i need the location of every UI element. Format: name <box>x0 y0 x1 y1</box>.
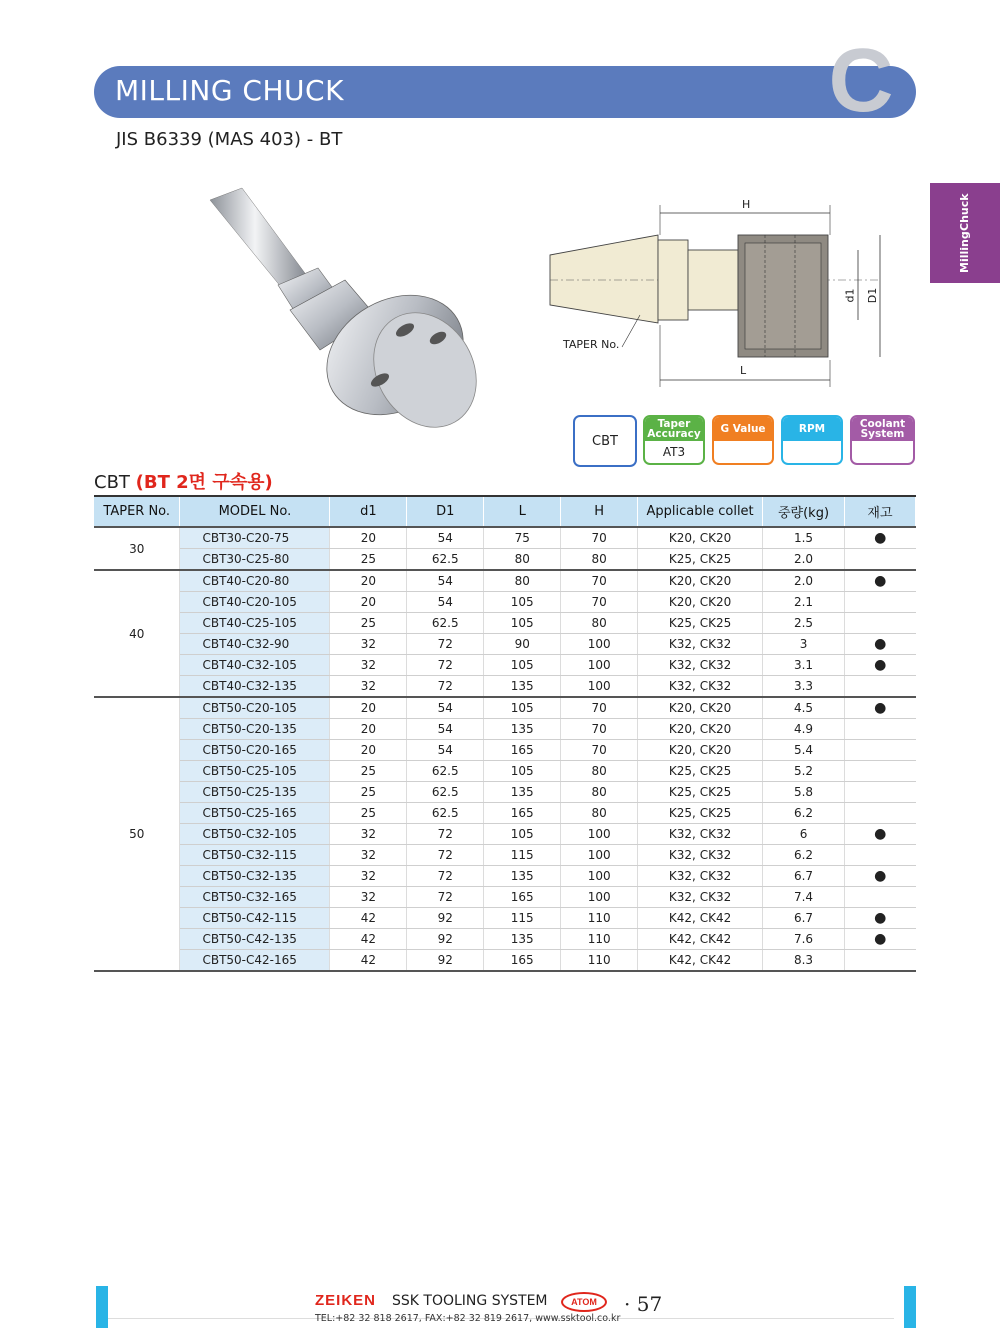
H-cell: 100 <box>561 655 638 676</box>
model-cell: CBT40-C32-135 <box>180 676 330 698</box>
d1-cell: 42 <box>330 929 407 950</box>
weight-cell: 5.2 <box>763 761 845 782</box>
collet-cell: K42, CK42 <box>638 929 763 950</box>
col-L: L <box>484 496 561 527</box>
table-row <box>94 570 916 592</box>
stock-cell <box>844 782 915 803</box>
side-tab-label-line1: Milling <box>958 230 971 273</box>
dim-label-d1: d1 <box>843 288 857 303</box>
H-cell: 80 <box>561 761 638 782</box>
H-cell: 70 <box>561 697 638 719</box>
L-cell: 165 <box>484 740 561 761</box>
collet-cell: K32, CK32 <box>638 866 763 887</box>
L-cell: 135 <box>484 719 561 740</box>
collet-cell: K20, CK20 <box>638 592 763 613</box>
L-cell: 135 <box>484 866 561 887</box>
H-cell: 100 <box>561 845 638 866</box>
D1-cell: 62.5 <box>407 613 484 634</box>
table-body <box>94 527 916 971</box>
spec-rpm-value <box>783 441 841 463</box>
model-cell: CBT50-C32-105 <box>180 824 330 845</box>
D1-cell: 54 <box>407 570 484 592</box>
d1-cell: 32 <box>330 634 407 655</box>
d1-cell: 25 <box>330 613 407 634</box>
footer-contact: TEL:+82 32 818 2617, FAX:+82 32 819 2617, www.ssktool.co.kr <box>315 1313 621 1324</box>
stock-cell <box>844 845 915 866</box>
model-cell: CBT40-C20-105 <box>180 592 330 613</box>
stock-cell <box>844 676 915 698</box>
footer-system: SSK TOOLING SYSTEM <box>392 1293 548 1309</box>
weight-cell: 3.3 <box>763 676 845 698</box>
model-cell: CBT50-C42-165 <box>180 950 330 972</box>
table-row <box>94 740 916 761</box>
table-row <box>94 676 916 698</box>
model-cell: CBT50-C25-135 <box>180 782 330 803</box>
dim-label-D1: D1 <box>866 287 880 304</box>
stock-cell: ● <box>844 527 915 549</box>
D1-cell: 54 <box>407 740 484 761</box>
taper-cell: 40 <box>94 570 180 697</box>
collet-cell: K20, CK20 <box>638 719 763 740</box>
L-cell: 105 <box>484 613 561 634</box>
L-cell: 135 <box>484 782 561 803</box>
L-cell: 105 <box>484 824 561 845</box>
D1-cell: 92 <box>407 950 484 972</box>
D1-cell: 72 <box>407 655 484 676</box>
weight-cell: 2.1 <box>763 592 845 613</box>
page-subtitle: JIS B6339 (MAS 403) - BT <box>116 129 343 150</box>
d1-cell: 20 <box>330 592 407 613</box>
L-cell: 115 <box>484 908 561 929</box>
table-row <box>94 803 916 824</box>
stock-cell <box>844 549 915 571</box>
model-cell: CBT40-C20-80 <box>180 570 330 592</box>
H-cell: 100 <box>561 676 638 698</box>
model-cell: CBT50-C42-135 <box>180 929 330 950</box>
model-cell: CBT50-C32-165 <box>180 887 330 908</box>
L-cell: 80 <box>484 549 561 571</box>
stock-cell: ● <box>844 929 915 950</box>
H-cell: 70 <box>561 527 638 549</box>
stock-cell: ● <box>844 866 915 887</box>
footer-brand: ZEIKEN <box>315 1292 377 1309</box>
dim-label-h: H <box>742 198 751 211</box>
D1-cell: 72 <box>407 866 484 887</box>
table-row <box>94 527 916 549</box>
weight-cell: 6.7 <box>763 908 845 929</box>
section-heading-prefix: CBT <box>94 472 130 493</box>
section-heading-highlight: (BT 2면 구속용) <box>135 472 273 493</box>
stock-cell <box>844 740 915 761</box>
d1-cell: 32 <box>330 845 407 866</box>
H-cell: 70 <box>561 740 638 761</box>
collet-cell: K32, CK32 <box>638 676 763 698</box>
stock-cell: ● <box>844 908 915 929</box>
collet-cell: K32, CK32 <box>638 887 763 908</box>
model-cell: CBT50-C25-105 <box>180 761 330 782</box>
d1-cell: 20 <box>330 527 407 549</box>
D1-cell: 92 <box>407 929 484 950</box>
L-cell: 90 <box>484 634 561 655</box>
D1-cell: 72 <box>407 824 484 845</box>
L-cell: 75 <box>484 527 561 549</box>
stock-cell <box>844 613 915 634</box>
d1-cell: 20 <box>330 719 407 740</box>
weight-cell: 2.5 <box>763 613 845 634</box>
d1-cell: 32 <box>330 655 407 676</box>
stock-cell: ● <box>844 634 915 655</box>
weight-cell: 7.4 <box>763 887 845 908</box>
product-photo <box>180 180 480 470</box>
page-number: · 57 <box>624 1292 663 1316</box>
H-cell: 80 <box>561 549 638 571</box>
col-model: MODEL No. <box>180 496 330 527</box>
spec-coolant-value <box>852 441 913 463</box>
d1-cell: 20 <box>330 697 407 719</box>
col-d1: d1 <box>330 496 407 527</box>
technical-drawing <box>540 195 890 390</box>
L-cell: 105 <box>484 592 561 613</box>
col-stock: 재고 <box>844 496 915 527</box>
stock-cell <box>844 719 915 740</box>
spec-model-box: CBT <box>573 415 637 467</box>
table-row <box>94 613 916 634</box>
weight-cell: 6.2 <box>763 845 845 866</box>
collet-cell: K25, CK25 <box>638 549 763 571</box>
stock-cell <box>844 761 915 782</box>
H-cell: 110 <box>561 950 638 972</box>
col-D1: D1 <box>407 496 484 527</box>
model-cell: CBT40-C32-105 <box>180 655 330 676</box>
D1-cell: 62.5 <box>407 803 484 824</box>
L-cell: 105 <box>484 655 561 676</box>
weight-cell: 1.5 <box>763 527 845 549</box>
weight-cell: 2.0 <box>763 570 845 592</box>
spec-g-value-value <box>714 441 772 463</box>
d1-cell: 32 <box>330 887 407 908</box>
H-cell: 80 <box>561 782 638 803</box>
spec-taper-accuracy-value: AT3 <box>662 445 686 459</box>
stock-cell: ● <box>844 824 915 845</box>
collet-cell: K32, CK32 <box>638 655 763 676</box>
d1-cell: 32 <box>330 676 407 698</box>
d1-cell: 32 <box>330 866 407 887</box>
table-row <box>94 824 916 845</box>
col-collet: Applicable collet <box>638 496 763 527</box>
section-heading <box>94 468 273 494</box>
L-cell: 80 <box>484 570 561 592</box>
collet-cell: K25, CK25 <box>638 803 763 824</box>
col-weight: 중량(kg) <box>763 496 845 527</box>
model-cell: CBT50-C25-165 <box>180 803 330 824</box>
model-cell: CBT50-C20-135 <box>180 719 330 740</box>
H-cell: 70 <box>561 570 638 592</box>
spec-g-value-label: G Value <box>714 417 772 441</box>
D1-cell: 62.5 <box>407 549 484 571</box>
D1-cell: 72 <box>407 887 484 908</box>
table-row <box>94 845 916 866</box>
H-cell: 100 <box>561 866 638 887</box>
stock-cell <box>844 950 915 972</box>
model-cell: CBT50-C32-135 <box>180 866 330 887</box>
weight-cell: 4.9 <box>763 719 845 740</box>
spec-taper-accuracy <box>643 415 705 465</box>
d1-cell: 25 <box>330 761 407 782</box>
table-row <box>94 782 916 803</box>
table-row <box>94 950 916 972</box>
collet-cell: K42, CK42 <box>638 908 763 929</box>
stock-cell <box>844 803 915 824</box>
weight-cell: 4.5 <box>763 697 845 719</box>
weight-cell: 5.8 <box>763 782 845 803</box>
table-row <box>94 697 916 719</box>
D1-cell: 62.5 <box>407 782 484 803</box>
section-letter: C <box>828 31 894 131</box>
d1-cell: 20 <box>330 570 407 592</box>
d1-cell: 20 <box>330 740 407 761</box>
collet-cell: K20, CK20 <box>638 570 763 592</box>
L-cell: 165 <box>484 950 561 972</box>
L-cell: 165 <box>484 803 561 824</box>
spec-taper-accuracy-label: Taper Accuracy <box>645 417 703 441</box>
weight-cell: 5.4 <box>763 740 845 761</box>
D1-cell: 54 <box>407 719 484 740</box>
d1-cell: 42 <box>330 908 407 929</box>
H-cell: 70 <box>561 592 638 613</box>
collet-cell: K32, CK32 <box>638 824 763 845</box>
H-cell: 110 <box>561 908 638 929</box>
stock-cell: ● <box>844 697 915 719</box>
L-cell: 115 <box>484 845 561 866</box>
table-row <box>94 929 916 950</box>
D1-cell: 54 <box>407 592 484 613</box>
H-cell: 80 <box>561 613 638 634</box>
spec-coolant-label: Coolant System <box>852 417 913 441</box>
D1-cell: 72 <box>407 634 484 655</box>
table-row <box>94 761 916 782</box>
col-taper: TAPER No. <box>94 496 180 527</box>
weight-cell: 6.7 <box>763 866 845 887</box>
D1-cell: 54 <box>407 527 484 549</box>
taper-cell: 50 <box>94 697 180 971</box>
table-header-row <box>94 496 916 527</box>
L-cell: 105 <box>484 697 561 719</box>
footer-bar-right <box>904 1286 916 1328</box>
spec-rpm-label: RPM <box>783 417 841 441</box>
table-row <box>94 634 916 655</box>
d1-cell: 25 <box>330 803 407 824</box>
D1-cell: 54 <box>407 697 484 719</box>
collet-cell: K32, CK32 <box>638 845 763 866</box>
footer-bar-left <box>96 1286 108 1328</box>
table-row <box>94 592 916 613</box>
model-cell: CBT40-C32-90 <box>180 634 330 655</box>
L-cell: 105 <box>484 761 561 782</box>
collet-cell: K20, CK20 <box>638 697 763 719</box>
model-cell: CBT50-C42-115 <box>180 908 330 929</box>
collet-cell: K32, CK32 <box>638 634 763 655</box>
collet-cell: K25, CK25 <box>638 613 763 634</box>
stock-cell <box>844 887 915 908</box>
D1-cell: 72 <box>407 676 484 698</box>
H-cell: 110 <box>561 929 638 950</box>
model-cell: CBT50-C20-105 <box>180 697 330 719</box>
model-cell: CBT40-C25-105 <box>180 613 330 634</box>
stock-cell: ● <box>844 655 915 676</box>
model-cell: CBT30-C25-80 <box>180 549 330 571</box>
collet-cell: K25, CK25 <box>638 761 763 782</box>
model-cell: CBT50-C20-165 <box>180 740 330 761</box>
H-cell: 80 <box>561 803 638 824</box>
taper-cell: 30 <box>94 527 180 570</box>
H-cell: 70 <box>561 719 638 740</box>
model-cell: CBT30-C20-75 <box>180 527 330 549</box>
collet-cell: K25, CK25 <box>638 782 763 803</box>
col-H: H <box>561 496 638 527</box>
table-row <box>94 908 916 929</box>
collet-cell: K42, CK42 <box>638 950 763 972</box>
D1-cell: 72 <box>407 845 484 866</box>
table-row <box>94 655 916 676</box>
side-tab-label <box>930 183 1000 283</box>
dim-label-taper: TAPER No. <box>563 338 620 351</box>
d1-cell: 32 <box>330 824 407 845</box>
L-cell: 135 <box>484 676 561 698</box>
collet-cell: K20, CK20 <box>638 740 763 761</box>
stock-cell <box>844 592 915 613</box>
H-cell: 100 <box>561 824 638 845</box>
weight-cell: 3.1 <box>763 655 845 676</box>
spec-g-value <box>712 415 774 465</box>
d1-cell: 25 <box>330 782 407 803</box>
spec-table <box>94 495 916 972</box>
H-cell: 100 <box>561 887 638 908</box>
weight-cell: 7.6 <box>763 929 845 950</box>
weight-cell: 2.0 <box>763 549 845 571</box>
D1-cell: 62.5 <box>407 761 484 782</box>
page-title: MILLING CHUCK <box>115 74 344 107</box>
H-cell: 100 <box>561 634 638 655</box>
stock-cell: ● <box>844 570 915 592</box>
table-row <box>94 719 916 740</box>
table-row <box>94 549 916 571</box>
weight-cell: 6.2 <box>763 803 845 824</box>
table-row <box>94 887 916 908</box>
weight-cell: 8.3 <box>763 950 845 972</box>
d1-cell: 25 <box>330 549 407 571</box>
table-row <box>94 866 916 887</box>
footer-atom-logo: ATOM <box>561 1292 607 1312</box>
L-cell: 165 <box>484 887 561 908</box>
dim-label-l: L <box>740 364 747 377</box>
d1-cell: 42 <box>330 950 407 972</box>
spec-coolant <box>850 415 915 465</box>
weight-cell: 3 <box>763 634 845 655</box>
L-cell: 135 <box>484 929 561 950</box>
side-tab-label-line2: Chuck <box>958 193 971 231</box>
model-cell: CBT50-C32-115 <box>180 845 330 866</box>
weight-cell: 6 <box>763 824 845 845</box>
spec-rpm <box>781 415 843 465</box>
D1-cell: 92 <box>407 908 484 929</box>
collet-cell: K20, CK20 <box>638 527 763 549</box>
